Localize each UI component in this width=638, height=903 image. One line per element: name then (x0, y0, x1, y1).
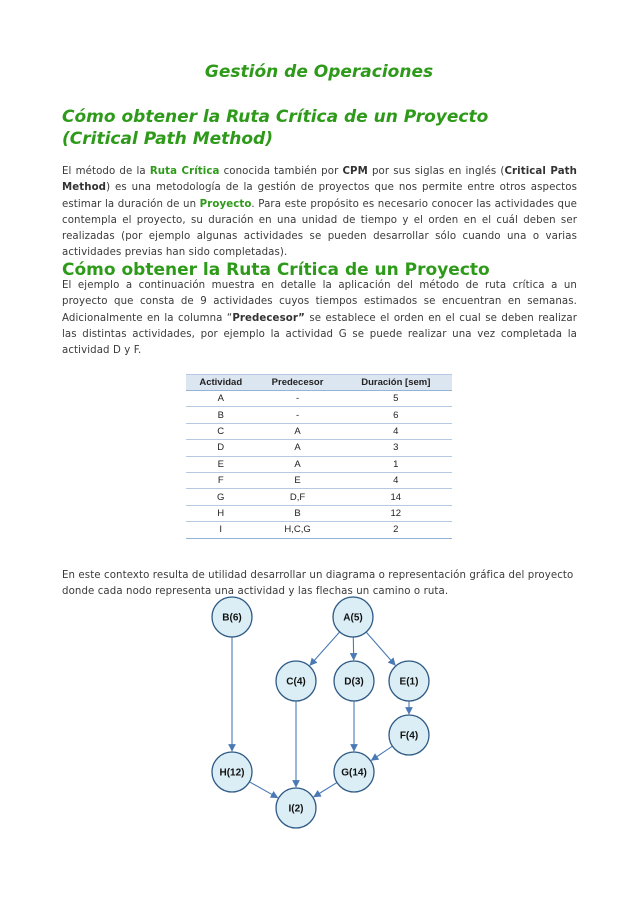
node-label: I(2) (288, 803, 304, 815)
node-c (276, 661, 316, 701)
node-i (276, 788, 316, 828)
edge-a-e (366, 632, 395, 665)
node-label: B(6) (222, 612, 242, 624)
cell-predecesor: A (255, 440, 339, 456)
heading-line-1: Cómo obtener la Ruta Crítica de un Proyecto (62, 107, 489, 127)
cell-duracion: 1 (340, 456, 452, 472)
cell-duracion: 12 (340, 505, 452, 521)
cell-actividad: E (186, 456, 255, 472)
node-b (212, 597, 252, 637)
intro-proyecto: Proyecto (199, 198, 252, 210)
cell-actividad: B (186, 407, 255, 423)
node-label: G(14) (341, 767, 367, 779)
intro-text-2: conocida también por (219, 166, 343, 177)
node-label: E(1) (399, 676, 419, 688)
intro-text-5: . Para este propósito es necesario conocer las actividades que contempla el proyecto, su duración en una unidad de tiempo y el orden en el cuál deben ser realizadas (por ejemplo algunas actividades se pueden desarrollar sólo cuando una o varias actividades previas han sido completadas). (62, 198, 577, 259)
header-predecesor: Predecesor (255, 375, 339, 391)
cell-actividad: F (186, 472, 255, 488)
cell-actividad: C (186, 423, 255, 439)
cell-duracion: 5 (340, 391, 452, 407)
node-label: A(5) (343, 612, 363, 624)
cell-duracion: 4 (340, 472, 452, 488)
cell-predecesor: E (255, 472, 339, 488)
cell-predecesor: D,F (255, 489, 339, 505)
node-label: F(4) (399, 730, 419, 742)
cell-predecesor: H,C,G (255, 522, 339, 538)
heading-line-2: (Critical Path Method) (62, 129, 273, 149)
cell-actividad: A (186, 391, 255, 407)
cell-duracion: 14 (340, 489, 452, 505)
cell-predecesor: B (255, 505, 339, 521)
intro-text-3: por sus siglas en inglés ( (367, 166, 505, 177)
intro-cpm: CPM (342, 166, 368, 177)
intro-critical-path-method: Critical Path Method (62, 166, 578, 194)
cell-duracion: 6 (340, 407, 452, 423)
header-duracion: Duración [sem] (340, 375, 452, 391)
section-heading-example: Cómo obtener la Ruta Crítica de un Proyecto (62, 260, 490, 280)
diagram-intro-paragraph: En este contexto resulta de utilidad desarrollar un diagrama o representación gráfica del proyecto donde cada nodo representa una actividad y las flechas un camino o ruta. (62, 570, 574, 598)
example-text-2: se establece el orden en el cual se deben realizar las distintas actividades, por ejemplo la actividad G se puede realizar una vez completada la actividad D y F. (62, 312, 577, 357)
example-text-1: El ejemplo a continuación muestra en detalle la aplicación del método de ruta crítica a un proyecto que consta de 9 actividades cuyos tiempos estimados se encuentran en semanas. Adicionalmente en la columna “ (62, 280, 577, 324)
cell-actividad: G (186, 489, 255, 505)
cell-predecesor: - (255, 391, 339, 407)
node-d (334, 661, 374, 701)
document-title: Gestión de Operaciones (204, 62, 434, 82)
cell-duracion: 3 (340, 440, 452, 456)
cell-actividad: I (186, 522, 255, 538)
diagram-edges (232, 632, 409, 798)
node-label: H(12) (219, 767, 245, 779)
cell-duracion: 2 (340, 522, 452, 538)
intro-text-1: El método de la (62, 166, 150, 177)
header-actividad: Actividad (186, 375, 255, 391)
intro-text-4: ) es una metodología de la gestión de proyectos que nos permite entre otros aspectos estimar la duración de un (62, 182, 577, 210)
example-predecesor: Predecesor” (232, 312, 305, 324)
node-h (212, 752, 252, 792)
node-f (389, 715, 429, 755)
cell-predecesor: A (255, 456, 339, 472)
edge-h-i (249, 782, 277, 798)
cell-actividad: H (186, 505, 255, 521)
node-label: D(3) (344, 676, 364, 688)
edge-g-i (314, 783, 337, 797)
cell-duracion: 4 (340, 423, 452, 439)
node-e (389, 661, 429, 701)
edge-a-c (310, 632, 340, 665)
node-g (334, 752, 374, 792)
cell-predecesor: A (255, 423, 339, 439)
node-a (333, 597, 373, 637)
cell-predecesor: - (255, 407, 339, 423)
cell-actividad: D (186, 440, 255, 456)
intro-ruta-critica: Ruta Crítica (149, 166, 220, 177)
node-label: C(4) (286, 676, 306, 688)
edge-f-g (371, 746, 392, 760)
